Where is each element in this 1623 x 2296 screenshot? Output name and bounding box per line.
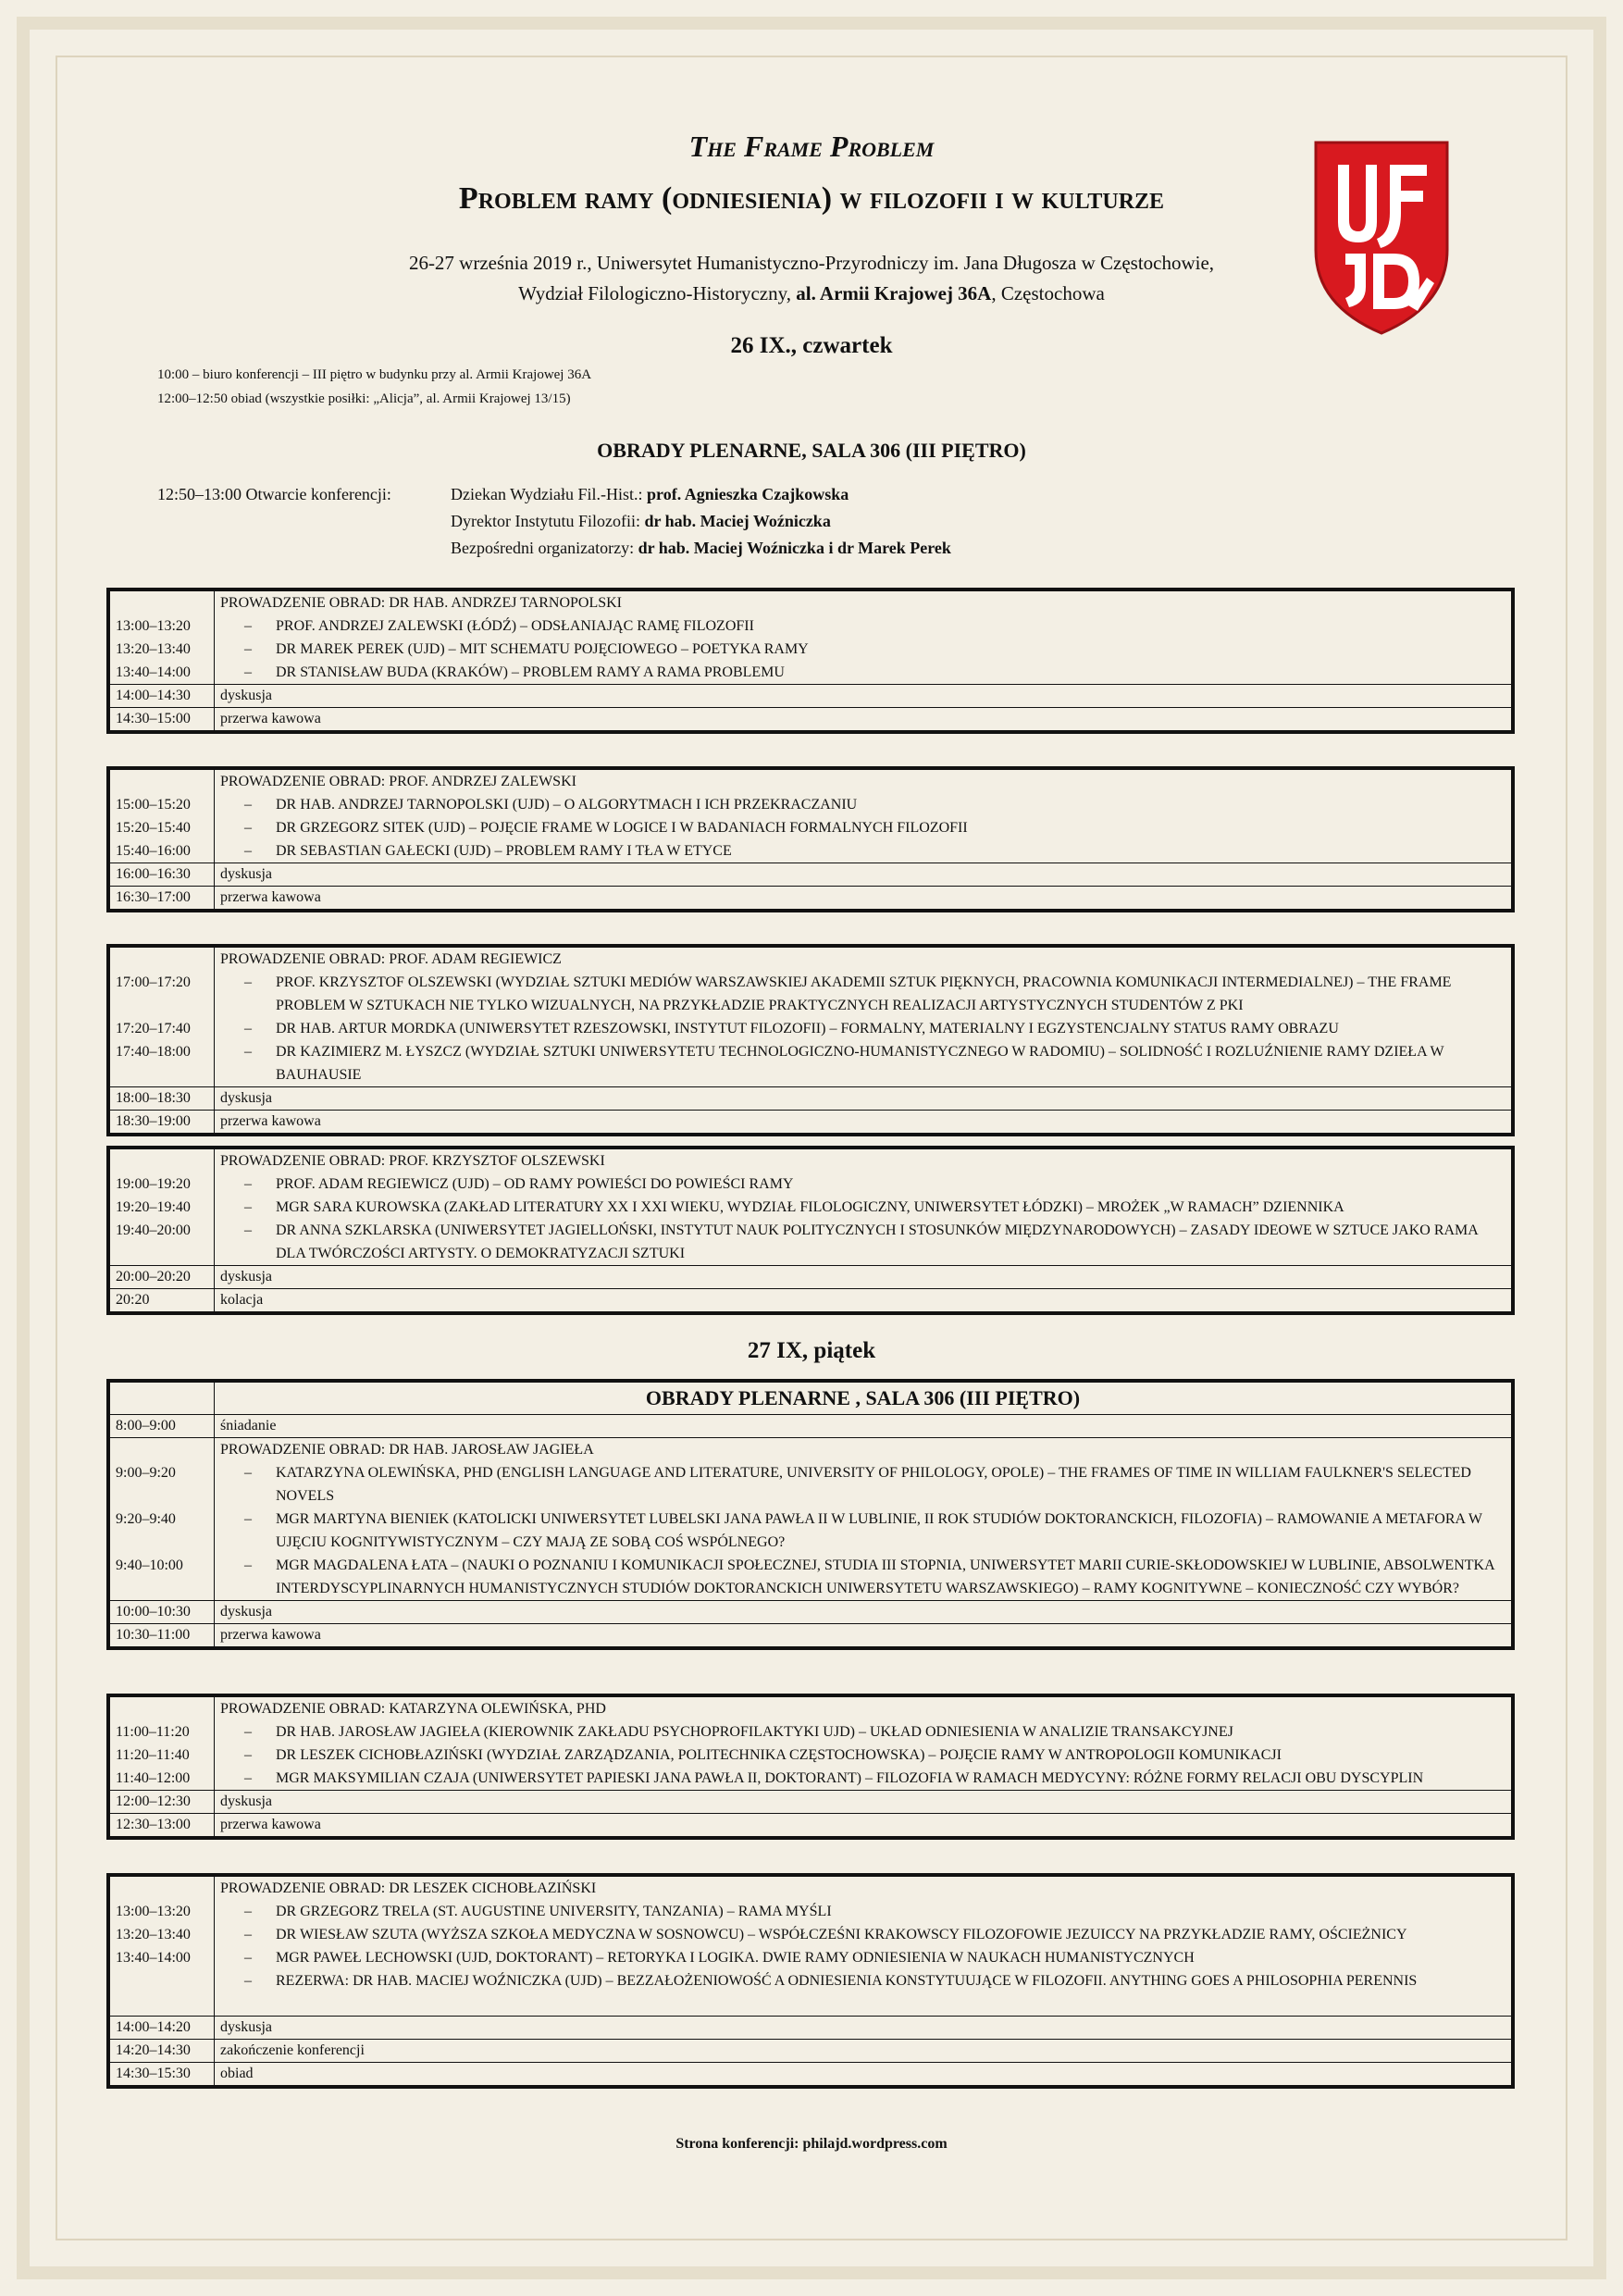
row-label: dyskusja — [215, 685, 1512, 708]
talk-time: 13:00–13:20 — [116, 618, 191, 634]
schedule-row — [110, 2063, 1512, 2086]
talk-time: 19:20–19:40 — [116, 1199, 191, 1215]
venue-line-2: Wydział Filologiczno-Historyczny, al. Armii Krajowej 36A, Częstochowa — [518, 282, 1105, 304]
talk-time: 13:00–13:20 — [116, 1904, 191, 1919]
session-block — [106, 1694, 1515, 1840]
schedule-row — [110, 685, 1512, 708]
talk-item: – KATARZYNA OLEWIŃSKA, PHD (ENGLISH LANGUAGE AND LITERATURE, UNIVERSITY OF PHILOLOGY, OPOLE) – THE FRAMES OF TIME IN WILLIAM FAULKNER'S SELECTED NOVELS — [244, 1465, 1471, 1504]
talk-time: 15:00–15:20 — [116, 797, 191, 813]
talk-item: – DR KAZIMIERZ M. ŁYSZCZ (WYDZIAŁ SZTUKI UNIWERSYTETU TECHNOLOGICZNO-HUMANISTYCZNEGO W RADOMIU) – SOLIDNOŚĆ I ROZLUŹNIENIE RAMY DZIEŁA W BAUHAUSIE — [244, 1044, 1444, 1083]
opening-organizers: Bezpośredni organizatorzy: dr hab. Maciej Woźniczka i dr Marek Perek — [451, 539, 951, 557]
talk-time: 13:20–13:40 — [116, 1927, 191, 1942]
talk-time: 15:40–16:00 — [116, 843, 191, 859]
talk-time: 9:40–10:00 — [116, 1558, 183, 1573]
talk-time: 11:20–11:40 — [116, 1747, 190, 1763]
talk-time: 11:00–11:20 — [116, 1724, 190, 1740]
talk-time — [116, 1969, 208, 1992]
title-en: The Frame Problem — [688, 130, 935, 163]
talk-item: – MGR MAGDALENA ŁATA – (NAUKI O POZNANIU I KOMUNIKACJI SPOŁECZNEJ, STUDIA III STOPNIA, UNIWERSYTET MARII CURIE-SKŁODOWSKIEJ W LUBLINIE, ABSOLWENTKA INTERDYSCYPLINARNYCH HUMANISTYCZNYCH STUDIÓW DOKTORANCKICH UNIWERSYTETU WARSZAWSKIEGO) – RAMY KOGNITYWNE – KONIECZNOŚĆ CZY WYBÓR? — [244, 1558, 1494, 1596]
row-time: 18:00–18:30 — [110, 1087, 215, 1111]
session-moderator: PROWADZENIE OBRAD: DR HAB. JAROSŁAW JAGIEŁA — [220, 1442, 594, 1458]
session-block — [106, 944, 1515, 1136]
row-time: 10:00–10:30 — [110, 1601, 215, 1624]
session-block — [106, 1873, 1515, 2089]
talk-item: – DR HAB. JAROSŁAW JAGIEŁA (KIEROWNIK ZAKŁADU PSYCHOPROFILAKTYKI UJD) – UKŁAD ODNIESIENIA W ANALIZIE TRANSAKCYJNEJ — [244, 1724, 1233, 1740]
schedule-row — [110, 1111, 1512, 1134]
talk-item: – DR WIESŁAW SZUTA (WYŻSZA SZKOŁA MEDYCZNA W SOSNOWCU) – WSPÓŁCZEŚNI KRAKOWSCY FILOZOFOWIE JEZUICCY NA PRZYKŁADZIE RAMY, OŚCIEŻNICY — [244, 1927, 1407, 1942]
talk-item: – DR SEBASTIAN GAŁECKI (UJD) – PROBLEM RAMY I TŁA W ETYCE — [244, 843, 732, 859]
session-moderator: PROWADZENIE OBRAD: DR HAB. ANDRZEJ TARNOPOLSKI — [220, 595, 622, 611]
session-block — [106, 766, 1515, 912]
schedule-row — [110, 2040, 1512, 2063]
row-label: śniadanie — [215, 1415, 1512, 1438]
row-label: dyskusja — [215, 863, 1512, 887]
session-block — [106, 1146, 1515, 1315]
row-label: zakończenie konferencji — [215, 2040, 1512, 2063]
talk-item: – MGR PAWEŁ LECHOWSKI (UJD, DOKTORANT) – RETORYKA I LOGIKA. DWIE RAMY ODNIESIENIA W NAUKACH HUMANISTYCZNYCH — [244, 1950, 1195, 1966]
talk-time: 17:20–17:40 — [116, 1021, 191, 1036]
talk-time: 17:00–17:20 — [116, 974, 191, 990]
footer-website: Strona konferencji: philajd.wordpress.com — [675, 2136, 948, 2152]
talk-time: 11:40–12:00 — [116, 1770, 191, 1786]
day2-heading: 27 IX, piątek — [747, 1338, 876, 1363]
session-moderator: PROWADZENIE OBRAD: DR LESZEK CICHOBŁAZIŃSKI — [220, 1880, 597, 1896]
talk-time: 19:00–19:20 — [116, 1176, 191, 1192]
row-label: przerwa kawowa — [215, 887, 1512, 910]
talk-item: – DR HAB. ANDRZEJ TARNOPOLSKI (UJD) – O ALGORYTMACH I ICH PRZEKRACZANIU — [244, 797, 858, 813]
talk-item: – MGR SARA KUROWSKA (ZAKŁAD LITERATURY XX I XXI WIEKU, WYDZIAŁ FILOLOGICZNY, UNIWERSYTET ŁÓDZKI) – MROŻEK „W RAMACH” DZIENNIKA — [244, 1199, 1344, 1215]
row-time: 16:00–16:30 — [110, 863, 215, 887]
talk-time: 15:20–15:40 — [116, 820, 191, 836]
talk-item: – DR STANISŁAW BUDA (KRAKÓW) – PROBLEM RAMY A RAMA PROBLEMU — [244, 664, 785, 680]
row-label: przerwa kawowa — [215, 1624, 1512, 1647]
session-block — [106, 588, 1515, 734]
schedule-row — [110, 1266, 1512, 1289]
row-label: przerwa kawowa — [215, 1111, 1512, 1134]
talk-time: 17:40–18:00 — [116, 1044, 191, 1060]
schedule-row — [110, 887, 1512, 910]
schedule-row — [110, 2017, 1512, 2040]
row-label: dyskusja — [215, 1266, 1512, 1289]
row-label: dyskusja — [215, 1601, 1512, 1624]
row-label: dyskusja — [215, 1791, 1512, 1814]
row-time: 14:00–14:20 — [110, 2017, 215, 2040]
talk-time: 13:40–14:00 — [116, 664, 191, 680]
day1-heading: 26 IX., czwartek — [730, 333, 893, 358]
row-label: dyskusja — [215, 2017, 1512, 2040]
talk-item: – MGR MAKSYMILIAN CZAJA (UNIWERSYTET PAPIESKI JANA PAWŁA II, DOKTORANT) – FILOZOFIA W RAMACH MEDYCYNY: RÓŻNE FORMY RELACJI OBU DYSCYPLIN — [244, 1770, 1424, 1786]
talk-item: – DR MAREK PEREK (UJD) – MIT SCHEMATU POJĘCIOWEGO – POETYKA RAMY — [244, 641, 809, 657]
talk-time: 9:20–9:40 — [116, 1511, 176, 1527]
row-time: 20:20 — [110, 1289, 215, 1312]
schedule-row — [110, 1289, 1512, 1312]
session-moderator: PROWADZENIE OBRAD: KATARZYNA OLEWIŃSKA, PHD — [220, 1701, 606, 1717]
row-label: obiad — [215, 2063, 1512, 2086]
day1-plenary-heading: OBRADY PLENARNE, SALA 306 (III PIĘTRO) — [597, 439, 1026, 462]
row-label: dyskusja — [215, 1087, 1512, 1111]
talk-item: – PROF. KRZYSZTOF OLSZEWSKI (WYDZIAŁ SZTUKI MEDIÓW WARSZAWSKIEJ AKADEMII SZTUK PIĘKNYCH, PRACOWNIA KOMUNIKACJI INTERMEDIALNEJ) – THE FRAME PROBLEM W SZTUKACH NIE TYLKO WIZUALNYCH, NA PRZYKŁADZIE PRAKTYCZNYCH REALIZACJI ARTYSTYCZNYCH STUDENTÓW Z PKI — [244, 974, 1452, 1013]
title-pl: Problem ramy (odniesienia) w filozofii i w kulturze — [458, 181, 1165, 216]
row-time: 14:30–15:30 — [110, 2063, 215, 2086]
row-label: kolacja — [215, 1289, 1512, 1312]
talk-item: – PROF. ANDRZEJ ZALEWSKI (ŁÓDŹ) – ODSŁANIAJĄC RAMĘ FILOZOFII — [244, 618, 754, 634]
row-time: 14:00–14:30 — [110, 685, 215, 708]
note-office: 10:00 – biuro konferencji – III piętro w budynku przy al. Armii Krajowej 36A — [157, 367, 592, 382]
talk-time: 19:40–20:00 — [116, 1222, 191, 1238]
talk-time: 13:40–14:00 — [116, 1950, 191, 1966]
talk-time: 9:00–9:20 — [116, 1465, 176, 1481]
schedule-row — [110, 863, 1512, 887]
session-moderator: PROWADZENIE OBRAD: PROF. ANDRZEJ ZALEWSKI — [220, 774, 576, 789]
row-time: 12:30–13:00 — [110, 1814, 215, 1837]
talk-item: – REZERWA: DR HAB. MACIEJ WOŹNICZKA (UJD) – BEZZAŁOŻENIOWOŚĆ A ODNIESIENIA KONSTYTUUJĄCE W FILOZOFII. ANYTHING GOES A PHILOSOPHIA PERENNIS — [244, 1973, 1418, 1989]
website-link[interactable]: philajd.wordpress.com — [802, 2136, 948, 2152]
session-moderator: PROWADZENIE OBRAD: PROF. KRZYSZTOF OLSZEWSKI — [220, 1153, 605, 1169]
schedule-row — [110, 1087, 1512, 1111]
schedule-row — [110, 708, 1512, 731]
ujd-logo-icon — [1312, 139, 1451, 337]
talk-item: – DR LESZEK CICHOBŁAZIŃSKI (WYDZIAŁ ZARZĄDZANIA, POLITECHNIKA CZĘSTOCHOWSKA) – POJĘCIE RAMY W ANTROPOLOGII KOMUNIKACJI — [244, 1747, 1282, 1763]
schedule-row — [110, 1601, 1512, 1624]
schedule-row — [110, 1814, 1512, 1837]
talk-item: – DR GRZEGORZ TRELA (ST. AUGUSTINE UNIVERSITY, TANZANIA) – RAMA MYŚLI — [244, 1904, 832, 1919]
row-time: 20:00–20:20 — [110, 1266, 215, 1289]
talk-item: – PROF. ADAM REGIEWICZ (UJD) – OD RAMY POWIEŚCI DO POWIEŚCI RAMY — [244, 1176, 794, 1192]
row-label: przerwa kawowa — [215, 1814, 1512, 1837]
talk-item: – MGR MARTYNA BIENIEK (KATOLICKI UNIWERSYTET LUBELSKI JANA PAWŁA II W LUBLINIE, II ROK STUDIÓW DOKTORANCKICH, FILOZOFIA) – RAMOWANIE A METAFORA W UJĘCIU KOGNITYWISTYCZNYM – CZY MAJĄ ZE SOBĄ COŚ WSPÓLNEGO? — [244, 1511, 1482, 1550]
talk-item: – DR GRZEGORZ SITEK (UJD) – POJĘCIE FRAME W LOGICE I W BADANIACH FORMALNYCH FILOZOFII — [244, 820, 968, 836]
talk-item: – DR HAB. ARTUR MORDKA (UNIWERSYTET RZESZOWSKI, INSTYTUT FILOZOFII) – FORMALNY, MATERIALNY I EGZYSTENCJALNY STATUS RAMY OBRAZU — [244, 1021, 1339, 1036]
day2-morning-block — [106, 1379, 1515, 1650]
schedule-row — [110, 1791, 1512, 1814]
row-time: 8:00–9:00 — [110, 1415, 215, 1438]
day2-plenary-heading: OBRADY PLENARNE , SALA 306 (III PIĘTRO) — [215, 1383, 1512, 1415]
row-time: 10:30–11:00 — [110, 1624, 215, 1647]
row-time: 18:30–19:00 — [110, 1111, 215, 1134]
row-label: przerwa kawowa — [215, 708, 1512, 731]
schedule-row — [110, 1624, 1512, 1647]
opening-label: 12:50–13:00 Otwarcie konferencji: — [157, 485, 391, 503]
session-moderator: PROWADZENIE OBRAD: PROF. ADAM REGIEWICZ — [220, 951, 562, 967]
talk-item: – DR ANNA SZKLARSKA (UNIWERSYTET JAGIELLOŃSKI, INSTYTUT NAUK POLITYCZNYCH I STOSUNKÓW MIĘDZYNARODOWYCH) – ZASADY IDEOWE W SZTUCE JAKO RAMA DLA TWÓRCZOŚCI ARTYSTY. O DEMOKRATYZACJI SZTUKI — [244, 1222, 1478, 1261]
talk-time: 13:20–13:40 — [116, 641, 191, 657]
venue-line-1: 26-27 września 2019 r., Uniwersytet Humanistyczno-Przyrodniczy im. Jana Długosza w Częstochowie, — [408, 252, 1215, 274]
row-time: 14:30–15:00 — [110, 708, 215, 731]
note-lunch: 12:00–12:50 obiad (wszystkie posiłki: „Alicja”, al. Armii Krajowej 13/15) — [157, 391, 571, 406]
row-time: 16:30–17:00 — [110, 887, 215, 910]
row-time: 12:00–12:30 — [110, 1791, 215, 1814]
opening-dean: Dziekan Wydziału Fil.-Hist.: prof. Agnieszka Czajkowska — [451, 485, 849, 503]
opening-director: Dyrektor Instytutu Filozofii: dr hab. Maciej Woźniczka — [451, 512, 831, 530]
row-time: 14:20–14:30 — [110, 2040, 215, 2063]
